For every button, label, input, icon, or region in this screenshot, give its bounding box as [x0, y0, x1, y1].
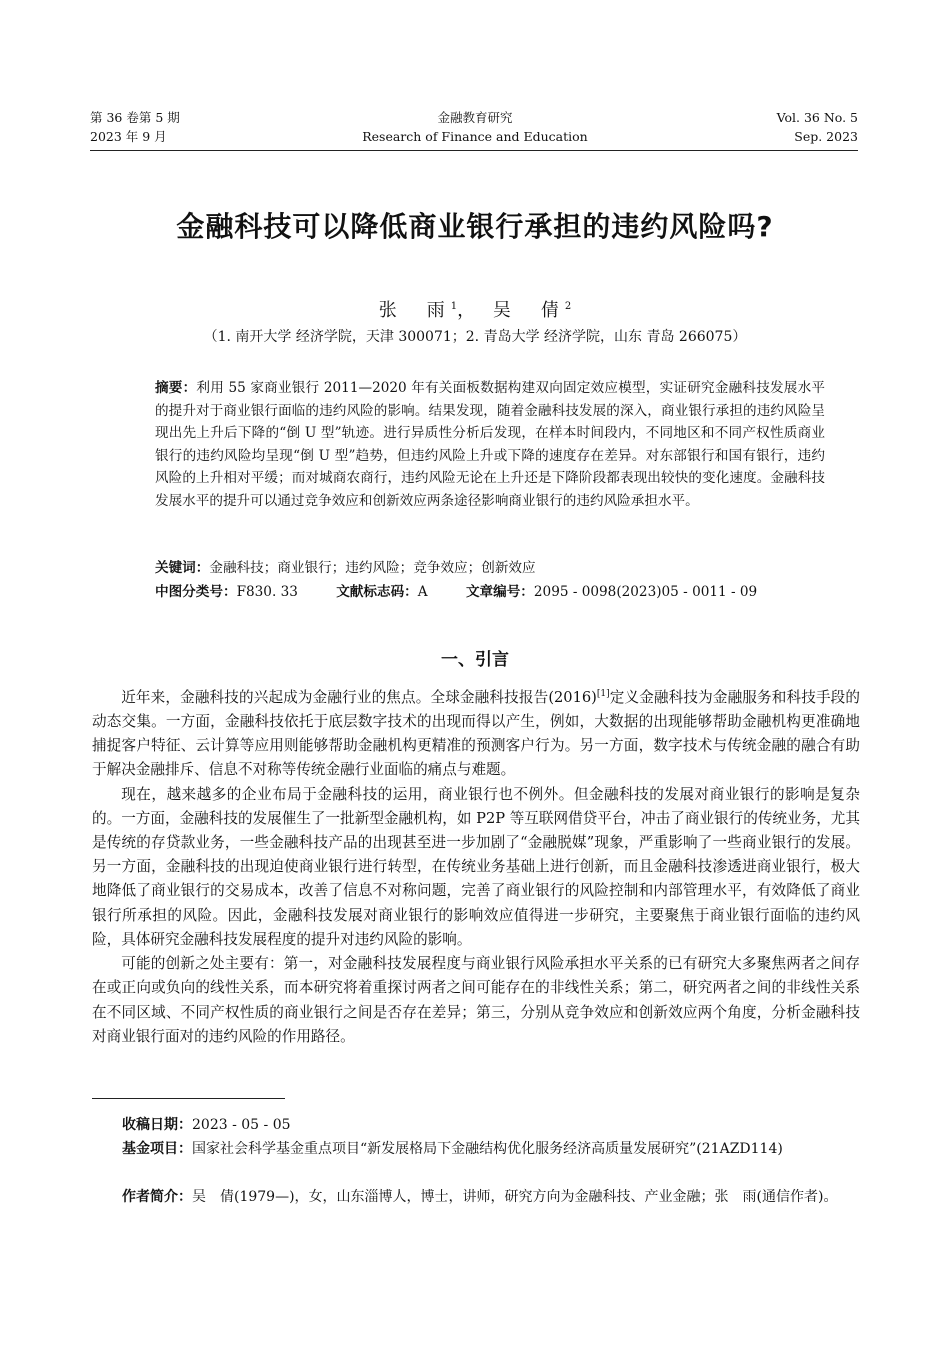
abstract-text: 利用 55 家商业银行 2011—2020 年有关面板数据构建双向固定效应模型，实证研究金融科技发展水平的提升对于商业银行面临的违约风险的影响。结果发现，随着金融科技发展的深入，商业银行承担的违约风险呈现出先上升后下降的“倒 U 型”轨迹。进行异质性分析后发现，在样本时间段内，不同地区和不同产权性质商业银行的违约风险均呈现“倒 U 型”趋势，但违约风险上升或下降的速度存在差异。对东部银行和国有银行，违约风险的上升相对平缓；而对城商农商行，违约风险无论在上升还是下降阶段都表现出较快的变化速度。金融科技发展水平的提升可以通过竞争效应和创新效应两条途径影响商业银行的违约风险承担水平。 [155, 380, 825, 509]
paragraph [92, 682, 860, 783]
author-separator: ， [457, 300, 482, 321]
author-bio-value: 吴 倩(1979—)，女，山东淄博人，博士，讲师，研究方向为金融科技、产业金融；张 雨(通信作者)。 [192, 1189, 838, 1205]
clc-value: F830. 33 [236, 584, 298, 600]
author-list [0, 296, 950, 322]
affiliations: （1. 南开大学 经济学院，天津 300071；2. 青岛大学 经济学院，山东 青岛 266075） [203, 329, 747, 345]
keywords-text: 金融科技；商业银行；违约风险；竞争效应；创新效应 [209, 560, 536, 576]
clc-code [155, 584, 298, 600]
citation-ref[interactable]: [1] [596, 689, 610, 699]
issue-volume: 第 36 卷第 5 期 [90, 110, 180, 125]
running-header-right [777, 108, 858, 146]
paragraph: 现在，越来越多的企业布局于金融科技的运用，商业银行也不例外。但金融科技的发展对商业银行的影响是复杂的。一方面，金融科技的发展催生了一批新型金融机构，如 P2P 等互联网借贷平台，冲击了商业银行的传统业务，尤其是传统的存贷款业务，一些金融科技产品的出现甚至进一步加剧了“金融脱媒”现象，严重影响了一些商业银行的发展。另一方面，金融科技的出现迫使商业银行进行转型，在传统业务基础上进行创新，而且金融科技渗透进商业银行，极大地降低了商业银行的交易成本，改善了信息不对称问题，完善了商业银行的风险控制和内部管理水平，有效降低了商业银行所承担的风险。因此，金融科技发展对商业银行的影响效应值得进一步研究，主要聚焦于商业银行面临的违约风险，具体研究金融科技发展程度的提升对违约风险的影响。 [92, 785, 860, 948]
article-number [466, 584, 757, 600]
volume-number-en: Vol. 36 No. 5 [776, 110, 858, 125]
author-bio [122, 1186, 860, 1210]
received-value: 2023 - 05 - 05 [192, 1117, 291, 1133]
fund-label: 基金项目： [122, 1141, 192, 1157]
abstract-label: 摘要： [155, 380, 197, 396]
journal-name-cn: 金融教育研究 [437, 110, 513, 125]
footnote-divider [92, 1098, 285, 1099]
paper-title: 金融科技可以降低商业银行承担的违约风险吗? [176, 210, 774, 243]
paragraph-text: 定义金融科技为金融服务和科技手段的动态交集。一方面，金融科技依托于底层数字技术的出现而得以产生，例如，大数据的出现能够帮助金融机构更准确地捕捉客户特征、云计算等应用则能够帮助金融机构更精准的预测客户行为。另一方面，数字技术与传统金融的融合有助于解决金融排斥、信息不对称等传统金融行业面临的痛点与难题。 [92, 688, 860, 779]
clc-label: 中图分类号： [155, 584, 237, 600]
classification-row [155, 581, 855, 604]
article-number-label: 文章编号： [465, 584, 534, 600]
paragraph: 可能的创新之处主要有：第一，对金融科技发展程度与商业银行风险承担水平关系的已有研究大多聚焦两者之间存在或正向或负向的线性关系，而本研究将着重探讨两者之间可能存在的非线性关系；第二，研究两者之间的非线性关系在不同区域、不同产权性质的商业银行之间是否存在差异；第三，分别从竞争效应和创新效应两个角度，分析金融科技对商业银行面对的违约风险的作用路径。 [92, 955, 860, 1045]
affiliation-marker: 2 [564, 301, 572, 312]
issue-date-en: Sep. 2023 [794, 129, 858, 144]
author-name: 张 雨 [378, 300, 451, 321]
fund-project [122, 1138, 860, 1162]
section-heading: 一、引言 [441, 650, 509, 670]
document-code [336, 584, 427, 600]
fund-value: 国家社会科学基金重点项目“新发展格局下金融结构优化服务经济高质量发展研究”(21AZD114) [192, 1141, 783, 1157]
keywords-label: 关键词： [155, 560, 210, 576]
abstract [155, 377, 825, 513]
document-code-label: 文献标志码： [336, 584, 418, 600]
received-label: 收稿日期： [122, 1117, 192, 1133]
author-bio-label: 作者简介： [122, 1189, 192, 1205]
article-number-value: 2095 - 0098(2023)05 - 0011 - 09 [533, 584, 758, 600]
keywords [155, 557, 825, 580]
header-divider [90, 150, 858, 151]
issue-date: 2023 年 9 月 [90, 129, 167, 144]
document-code-value: A [417, 584, 428, 600]
journal-name-en: Research of Finance and Education [362, 129, 588, 144]
paragraph-text: 近年来，金融科技的兴起成为金融行业的焦点。全球金融科技报告(2016) [121, 688, 597, 706]
affiliation-marker: 1 [450, 301, 458, 312]
body-text [92, 682, 860, 1049]
author-name: 吴 倩 [492, 300, 565, 321]
received-date [122, 1114, 860, 1138]
